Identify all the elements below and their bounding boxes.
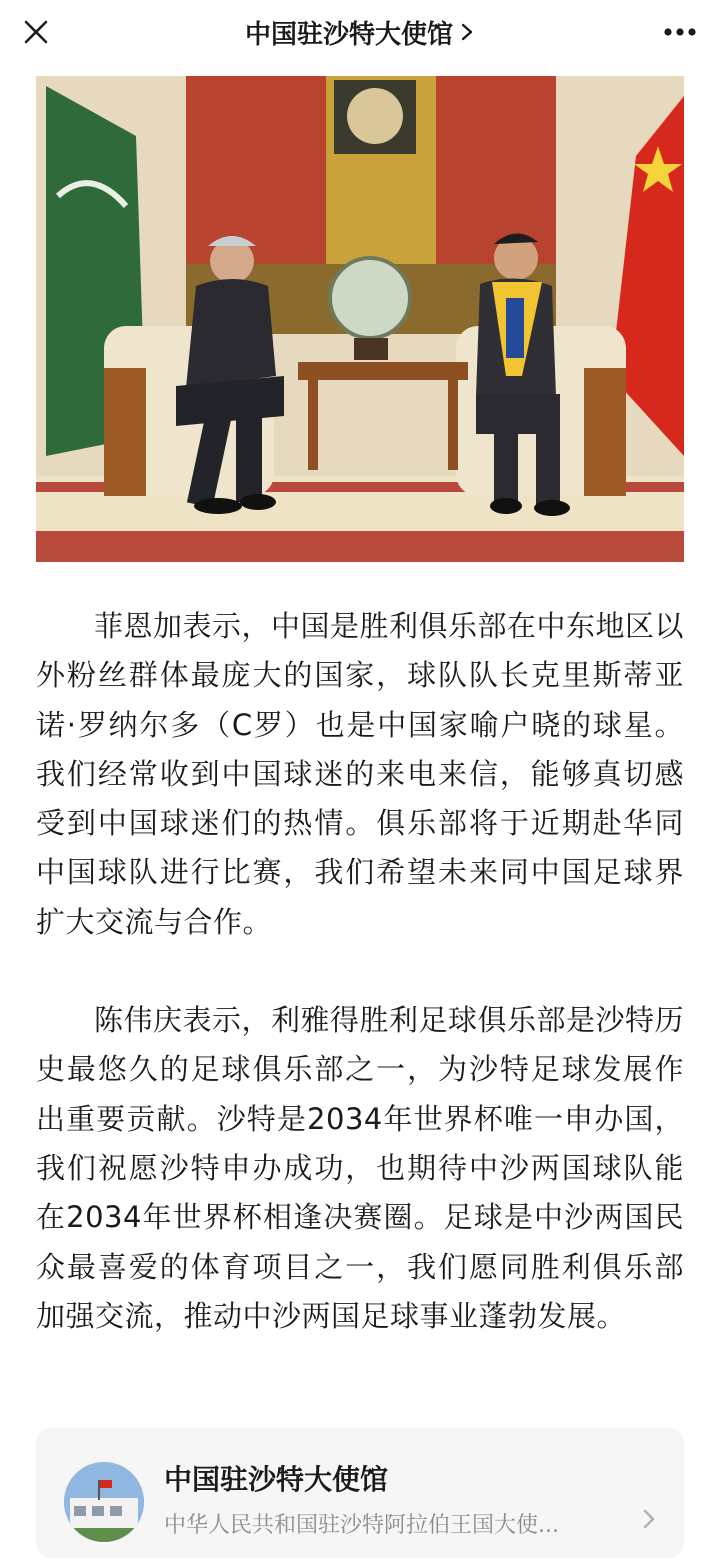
- close-icon: [23, 19, 49, 45]
- article-body: [36, 602, 684, 1341]
- embassy-avatar: [64, 1462, 144, 1542]
- account-title-link[interactable]: [245, 14, 475, 51]
- more-dots-icon: [663, 27, 697, 37]
- article-paragraph-1: 菲恩加表示，中国是胜利俱乐部在中东地区以外粉丝群体最庞大的国家，球队队长克里斯蒂亚诺·罗纳尔多（C罗）也是中国家喻户晓的球星。我们经常收到中国球迷的来电来信，能够真切感受到中国球迷们的热情。俱乐部将于近期赴华同中国球队进行比赛，我们希望未来同中国足球界扩大交流与合作。: [36, 609, 685, 939]
- meeting-photo: [36, 76, 684, 562]
- chevron-right-icon: [642, 1508, 656, 1530]
- top-bar: [0, 0, 720, 64]
- official-account-card[interactable]: [36, 1428, 684, 1558]
- embassy-avatar-illustration: [64, 1462, 144, 1542]
- page-title: 中国驻沙特大使馆: [244, 19, 453, 50]
- account-description: 中华人民共和国驻沙特阿拉伯王国大使...: [164, 1513, 559, 1538]
- close-button[interactable]: [18, 14, 54, 50]
- account-name: 中国驻沙特大使馆: [164, 1463, 389, 1496]
- more-button[interactable]: [660, 14, 700, 50]
- chevron-right-icon: [459, 22, 475, 42]
- meeting-photo-illustration: [36, 76, 684, 562]
- article-paragraph-2: 陈伟庆表示，利雅得胜利足球俱乐部是沙特历史最悠久的足球俱乐部之一，为沙特足球发展作出重要贡献。沙特是2034年世界杯唯一申办国，我们祝愿沙特申办成功，也期待中沙两国球队能在2034年世界杯相逢决赛圈。足球是中沙两国民众最喜爱的体育项目之一，我们愿同胜利俱乐部加强交流，推动中沙两国足球事业蓬勃发展。: [36, 1003, 685, 1333]
